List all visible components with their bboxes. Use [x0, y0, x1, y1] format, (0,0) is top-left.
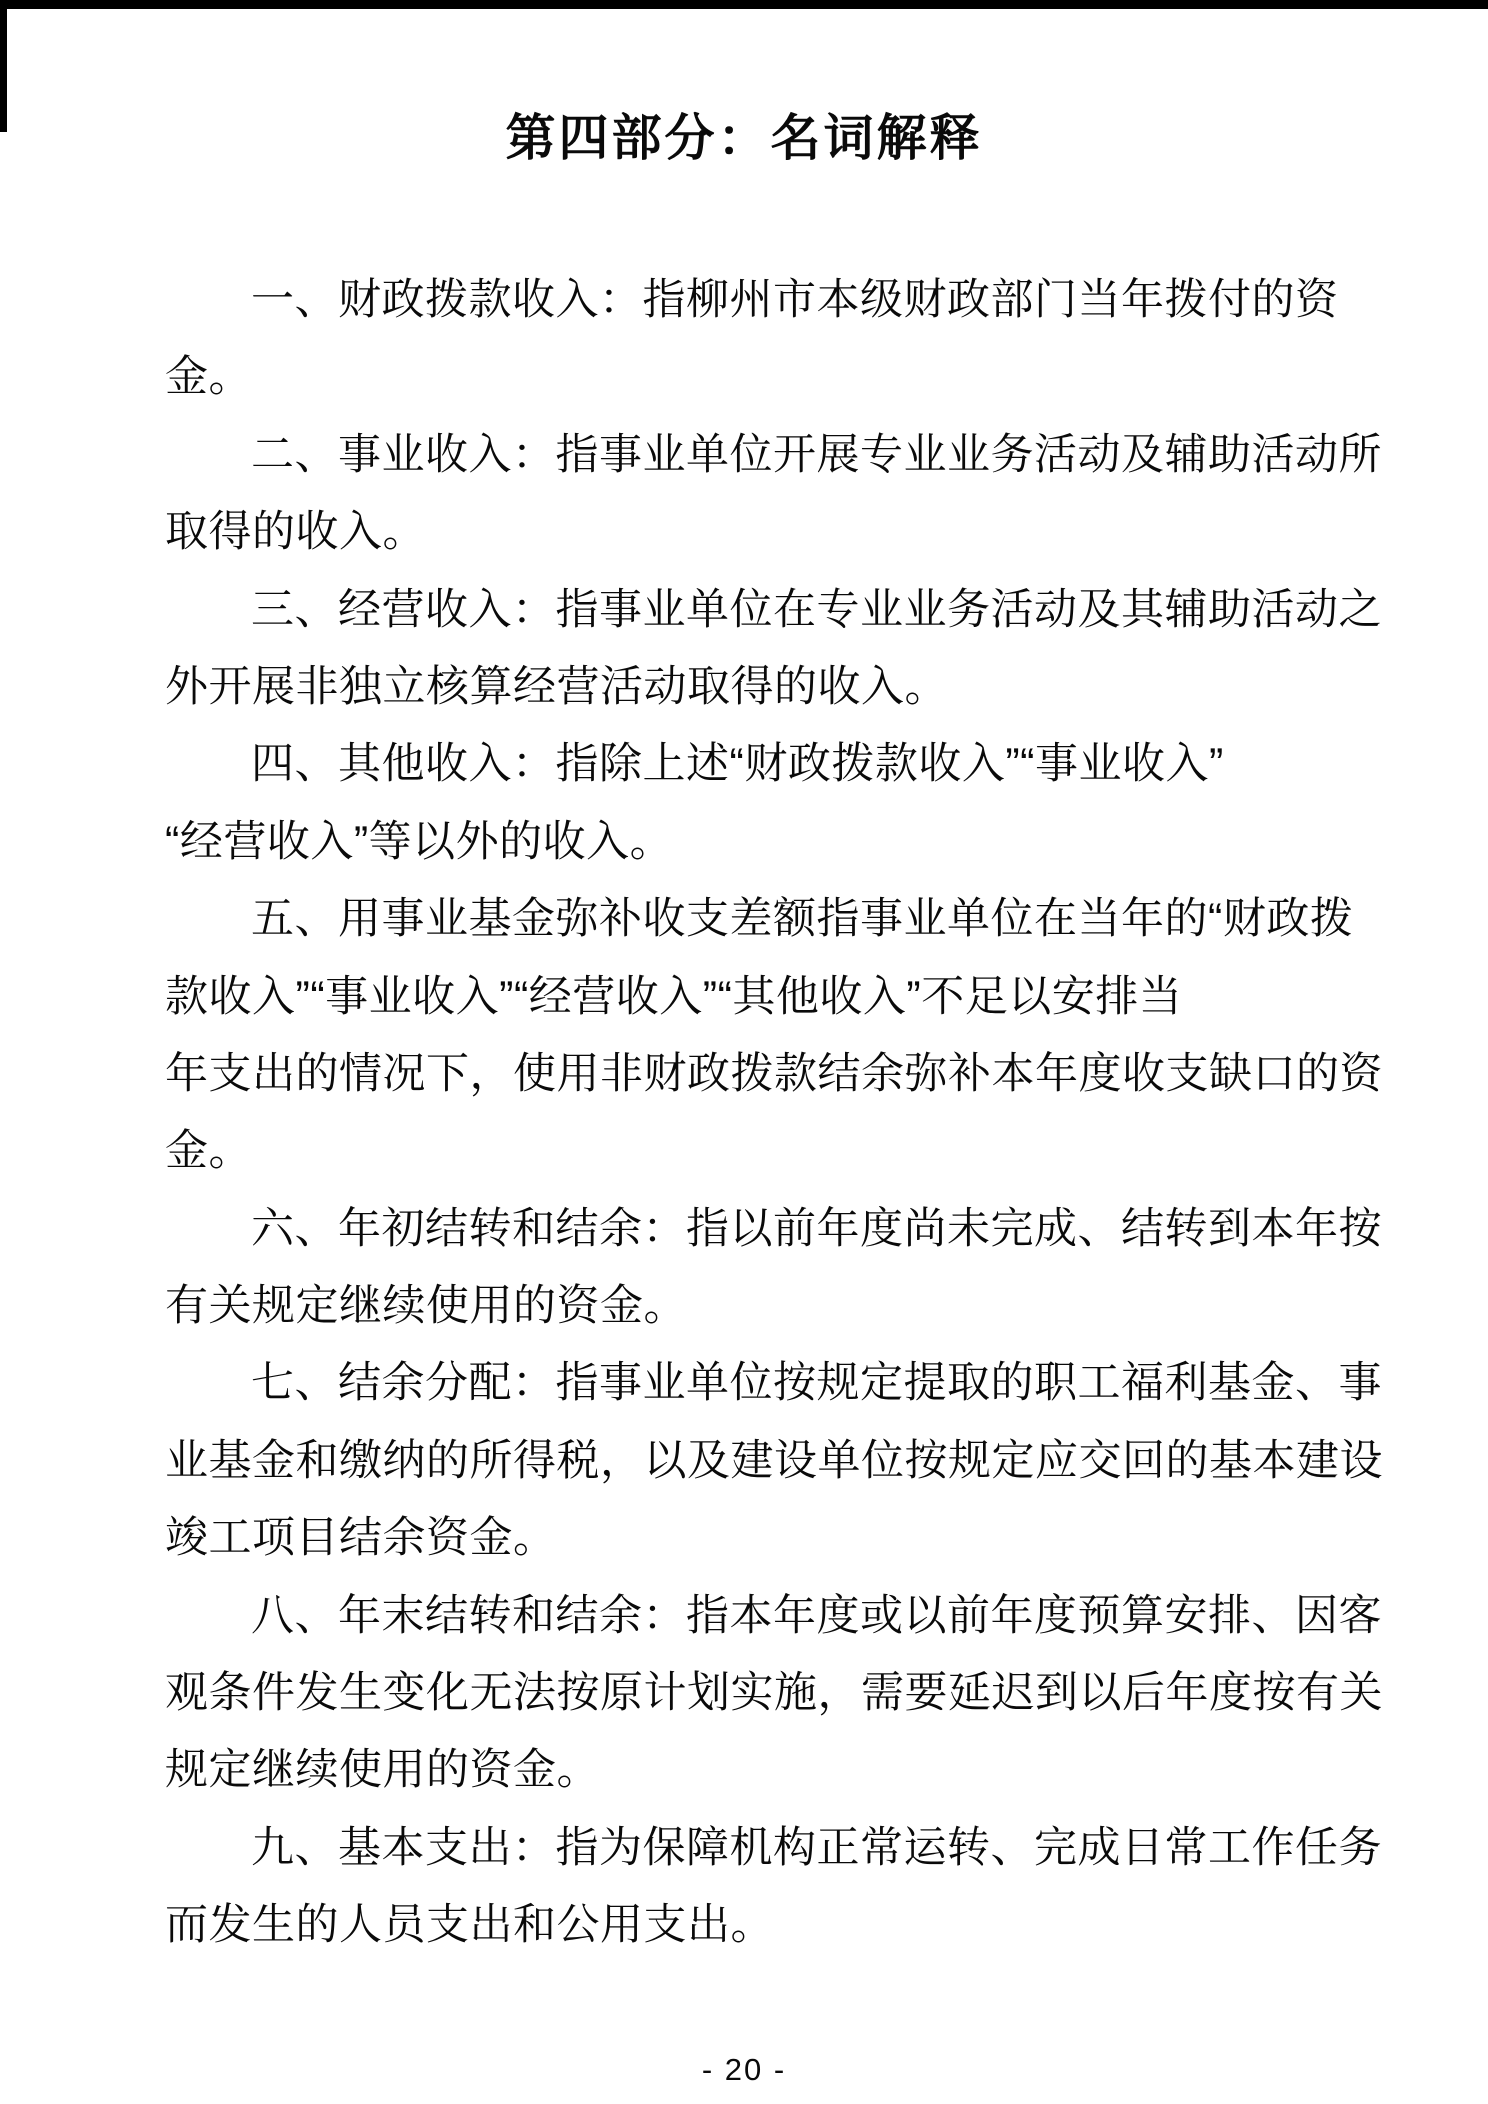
text-line: 七、结余分配：指事业单位按规定提取的职工福利基金、事	[251, 1359, 1382, 1408]
text-line: 外开展非独立核算经营活动取得的收入。	[165, 662, 948, 711]
text-line: 规定继续使用的资金。	[165, 1746, 600, 1795]
text-line: 有关规定继续使用的资金。	[165, 1282, 687, 1331]
page-title: 第四部分：名词解释	[505, 110, 983, 166]
text-line: 九、基本支出：指为保障机构正常运转、完成日常工作任务	[251, 1823, 1382, 1872]
scan-edge-top	[0, 0, 1488, 9]
text-line: 八、年末结转和结余：指本年度或以前年度预算安排、因客	[251, 1591, 1382, 1640]
text-line: 而发生的人员支出和公用支出。	[165, 1901, 774, 1950]
text-line: 取得的收入。	[165, 508, 426, 557]
text-line: 金。	[165, 353, 252, 402]
text-line: 年支出的情况下，使用非财政拨款结余弥补本年度收支缺口的资	[165, 1049, 1383, 1098]
text-line: 金。	[165, 1127, 252, 1176]
text-line: 三、经营收入：指事业单位在专业业务活动及其辅助活动之	[251, 585, 1382, 634]
page-number: - 20 -	[701, 2052, 787, 2087]
document-body	[165, 262, 1383, 1965]
text-line: 一、财政拨款收入：指柳州市本级财政部门当年拨付的资	[251, 276, 1339, 324]
text-line: 业基金和缴纳的所得税，以及建设单位按规定应交回的基本建设	[165, 1436, 1383, 1485]
text-line: 五、用事业基金弥补收支差额指事业单位在当年的“财政拨	[251, 895, 1354, 944]
text-line: 六、年初结转和结余：指以前年度尚未完成、结转到本年按	[251, 1204, 1382, 1253]
text-line: 竣工项目结余资金。	[165, 1514, 557, 1563]
text-line: 四、其他收入：指除上述“财政拨款收入”“事业收入”	[251, 740, 1224, 789]
text-line: 款收入”“事业收入”“经营收入”“其他收入”不足以安排当	[165, 972, 1183, 1021]
text-line: “经营收入”等以外的收入。	[165, 817, 674, 866]
text-line: 观条件发生变化无法按原计划实施，需要延迟到以后年度按有关	[165, 1669, 1383, 1718]
text-line: 二、事业收入：指事业单位开展专业业务活动及辅助活动所	[251, 430, 1382, 479]
